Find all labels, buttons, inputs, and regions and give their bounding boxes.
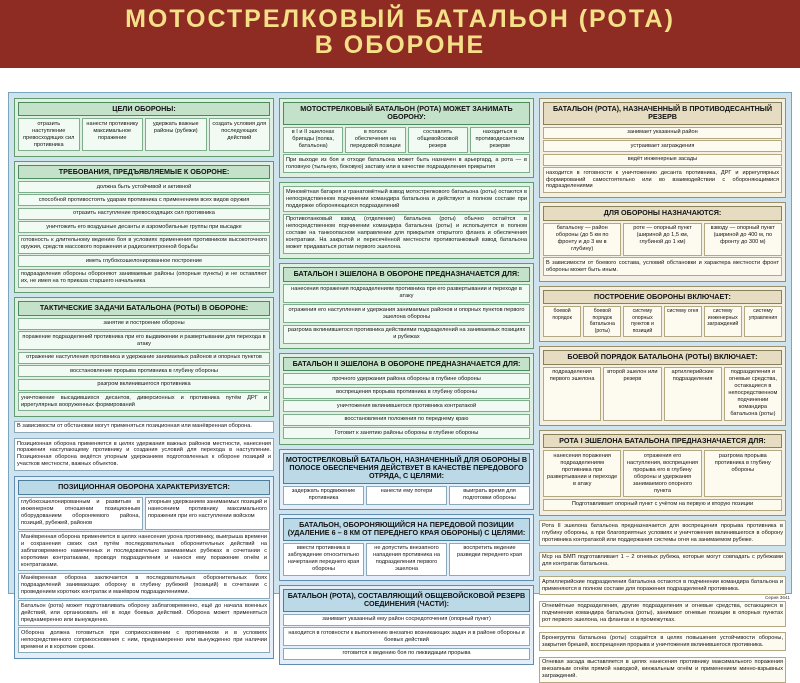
goal-item: удержать важные районы (рубежи) <box>145 118 207 151</box>
manouvre-note-1: Манёвренная оборона применяется в целях нанесения урона противнику, выигрыша времени и сохранения своих сил путём последовательных оборонительных действий на заблаговременно намеченных и последовательно занимаемых рубежах в сочетании с короткими контратаками, проводя подразделения и нанося ему поражение огнём и контратаками. <box>18 531 270 571</box>
flamethrower-note: Огнемётные подразделения, другие подразделения и огневые средства, остающиеся в подчинении командира батальона (роты), занимают огневые позиции в опорных пунктах рот первого эшелона, на флангах и в промежутках. <box>539 601 786 627</box>
occupy-item: находиться в противодесантном резерве <box>470 127 530 153</box>
allocation-note: В зависимости от боевого состава, условий обстановки и характера местности фронт обороны может быть иным. <box>543 257 782 276</box>
forward-position-item: не допустить внезапного нападения противника на подразделения первого эшелона <box>366 543 447 576</box>
panel-battle-order <box>539 346 786 426</box>
panel-header: ТАКТИЧЕСКИЕ ЗАДАЧИ БАТАЛЬОНА (РОТЫ) В ОБОРОНЕ: <box>18 301 270 315</box>
echelon2-item: воспрещения прорыва противника в глубину обороны <box>283 387 530 399</box>
panel-header: БАТАЛЬОН (РОТА), НАЗНАЧЕННЫЙ В ПРОТИВОДЕСАНТНЫЙ РЕЗЕРВ <box>543 102 782 125</box>
panel-rota-echelon-1 <box>539 430 786 516</box>
panel-header: БАТАЛЬОН (РОТА), СОСТАВЛЯЮЩИЙ ОБЩЕВОЙСКОВОЙ РЕЗЕРВ СОЕДИНЕНИЯ (ЧАСТИ): <box>283 589 530 612</box>
antilanding-item: занимает указанный район <box>543 127 782 139</box>
panel-header: МОТОСТРЕЛКОВЫЙ БАТАЛЬОН (РОТА) МОЖЕТ ЗАНИМАТЬ ОБОРОНУ: <box>283 102 530 125</box>
panel-echelon-1 <box>279 263 534 349</box>
smb-firing-line-note: Мср на БМП подготавливает 1 – 2 огневых рубежа, которые могут совпадать с рубежами для контратак батальона. <box>539 552 786 571</box>
panel-header: ПОСТРОЕНИЕ ОБОРОНЫ ВКЛЮЧАЕТ: <box>543 290 782 304</box>
panel-defense-allocations <box>539 202 786 281</box>
panel-tactical-tasks <box>14 297 274 416</box>
rota1-item: отражения его наступления, воспрещения прорыва его в глубину обороны и удержания занимаемого опорного пункта <box>623 450 701 497</box>
allocation-item: роте — опорный пункт (шириной до 1,5 км, глубиной до 1 км) <box>623 223 701 256</box>
artillery-note: Артиллерийские подразделения батальона остаются в подчинении командира батальона и применяются в полном составе для поражения подразделений противника. <box>539 576 786 595</box>
manouvre-note-2: Манёвренная оборона заключается в последовательных оборонительных боях подразделений занимающих оборону в глубину рубежей (позиций) в сочетании с проведением коротких контратак и манёвром подразделениями. <box>18 573 270 599</box>
echelon2-note: Готовит к занятию районы обороны в глубине обороны <box>283 427 530 439</box>
panel-header: МОТОСТРЕЛКОВЫЙ БАТАЛЬОН, НАЗНАЧЕННЫЙ ДЛЯ ОБОРОНЫ В ПОЛОСЕ ОБЕСПЕЧЕНИЯ ДЕЙСТВУЕТ В КАЧЕСТВЕ ПЕРЕДОВОГО ОТРЯДА, С ЦЕЛЯМИ: <box>283 453 530 484</box>
goal-item: отразить наступление превосходящих сил противника <box>18 118 80 151</box>
antitank-platoon-text: Противотанковый взвод (отделение) батальона (роты) обычно остаётся в непосредственном подчинении командира батальона (роты) и используется в полном составе на танкоопасном направлении для прикрытия открытого фланга и обеспечения контратаки. На закрытой и пересечённой местности противотанковый взвод батальона может придаваться ротам первого эшелона. <box>283 214 530 254</box>
structure-item: систему инженерных заграждений <box>704 306 742 337</box>
allocation-item: батальону — район обороны (до 5 км по фронту и до 3 км в глубину) <box>543 223 621 256</box>
echelon1-item: нанесения поражения подразделениям противника при его развертывании и переходе в атаку <box>283 284 530 303</box>
requirement-item: иметь глубокоэшелонированное построение <box>18 255 270 267</box>
positional-defense-note: Позиционная оборона применяется в целях удержания важных районов местности, нанесения поражения наступающему противнику и создания условий для перехода в наступление. Позиционная оборона ведётся упорным удержанием подготовленных к обороне позиций и участков местности, важных объектов. <box>14 438 274 471</box>
reserve-item: занимает указанный ему район сосредоточения (опорный пункт) <box>283 614 530 626</box>
panel-forward-position <box>279 514 534 581</box>
panel-mortar-battery <box>279 182 534 259</box>
antilanding-item: устраивает заграждения <box>543 140 782 152</box>
goal-item: создать условия для последующих действий <box>209 118 271 151</box>
armored-group-note: Бронегруппа батальона (роты) создаётся в целях повышения устойчивости обороны, закрытия брешей, воспрещения прорыва и уничтожения вклинившегося противника. <box>539 632 786 651</box>
echelon2-item: восстановления положения по переднему краю <box>283 414 530 426</box>
panel-header: БАТАЛЬОН II ЭШЕЛОНА В ОБОРОНЕ ПРЕДНАЗНАЧАЕТСЯ ДЛЯ: <box>283 357 530 371</box>
goals-row <box>18 118 270 151</box>
column-middle <box>279 98 534 657</box>
structure-item: систему управления <box>744 306 782 337</box>
echelon2-item: прочного удержания района обороны в глубине обороны <box>283 373 530 385</box>
battle-order-item: подразделения и огневые средства, остающиеся в непосредственном подчинении командира батальона (роты) <box>724 367 782 421</box>
rota1-item: разгрома прорыва противника в глубину обороны <box>704 450 782 497</box>
occupy-item: составлять общевойсковой резерв <box>408 127 468 153</box>
tactical-item: поражение подразделений противника при его выдвижении и развертывании для перехода в атаку <box>18 331 270 350</box>
echelon1-item: разгрома вклинившегося противника действиями подразделений на занимаемых позициях и рубежах <box>283 325 530 344</box>
requirement-item: способной противостоять ударам противника с применением всех видов оружия <box>18 194 270 206</box>
panel-positional-defense <box>14 476 274 659</box>
rota2-note: Рота II эшелона батальона предназначается для воспрещения прорыва противника в глубину обороны, а при благоприятных условиях и уничтожения вклинившегося в оборону противника контратакой или поддержания системы огня на занимаемом рубеже. <box>539 520 786 546</box>
battle-order-item: подразделения первого эшелона <box>543 367 601 421</box>
occupy-item: в I и II эшелонах бригады (полка, батальона) <box>283 127 343 153</box>
rota1-note: Подготавливает опорный пункт с учётом на первую и вторую позиции <box>543 499 782 511</box>
rota1-row <box>543 450 782 497</box>
panel-antilanding-reserve <box>539 98 786 198</box>
goal-item: нанести противнику максимальное поражение <box>82 118 144 151</box>
requirement-item: подразделения обороны обороняют занимаемые районы (опорные пункты) и не оставляют их, не имея на то приказа старшего начальника <box>18 269 270 288</box>
occupy-row <box>283 127 530 153</box>
requirement-item: должна быть устойчивой и активной <box>18 181 270 193</box>
structure-item: боевой порядок батальона (роты) <box>583 306 621 337</box>
battalion-preparation-note: Батальон (рота) может подготавливать оборону заблаговременно, ещё до начала военных действий, или организовать её в ходе боевых действий. Оборона может применяться преднамеренно или вынужденно. <box>18 600 270 626</box>
panel-echelon-2 <box>279 353 534 445</box>
battle-order-item: второй эшелон или резерв <box>603 367 661 421</box>
defense-type-note: В зависимости от обстановки могут применяться позиционная или манёвренная оборона. <box>14 421 274 433</box>
panel-header: ЦЕЛИ ОБОРОНЫ: <box>18 102 270 116</box>
forward-position-item: ввести противника в заблуждение относительно начертания переднего края обороны <box>283 543 364 576</box>
panel-header: ПОЗИЦИОННАЯ ОБОРОНА ХАРАКТЕРИЗУЕТСЯ: <box>18 480 270 494</box>
title-line-1: МОТОСТРЕЛКОВЫЙ БАТАЛЬОН (РОТА) <box>125 5 675 33</box>
reserve-item: готовится к ведению боя по ликвидации прорыва <box>283 648 530 660</box>
requirement-item: отразить наступление превосходящих сил противника <box>18 208 270 220</box>
panel-header: БАТАЛЬОН I ЭШЕЛОНА В ОБОРОНЕ ПРЕДНАЗНАЧАЕТСЯ ДЛЯ: <box>283 267 530 281</box>
panel-occupy-defense <box>279 98 534 178</box>
poster-title <box>0 0 800 68</box>
fire-ambush-note: Огневая засада выставляется в целях нанесения противнику максимального поражения внезапным огнём прямой наводкой, кинжальным огнём и применением минно-взрывных заграждений. <box>539 657 786 683</box>
requirement-item: готовность к длительному ведению боя в условиях применения противником высокоточного оружия, средств массового поражения и радиоэлектронной борьбы <box>18 235 270 254</box>
echelon1-item: отражения его наступления и удержания занимаемых районов и опорных пунктов первого эшелона обороны <box>283 304 530 323</box>
positional-row <box>18 497 270 530</box>
tactical-item: уничтожение высадившихся десантов, диверсионных и противника путём ДРГ и иррегулярных вооруженных формирований <box>18 392 270 411</box>
tactical-item: отражение наступления противника и удержание занимаемых районов и опорных пунктов <box>18 352 270 364</box>
tactical-item: восстановление прорыва противника в глубину обороны <box>18 365 270 377</box>
positional-right: упорным удержанием занимаемых позиций и нанесением противнику максимального поражения при его наступлении войском <box>145 497 270 530</box>
forward-item: задержать продвижение противника <box>283 486 364 505</box>
structure-row <box>543 306 782 337</box>
tactical-item: разгром вклинившегося противника <box>18 379 270 391</box>
poster-credit: Серия 3641 <box>765 595 790 600</box>
allocation-row <box>543 223 782 256</box>
panel-forward-detachment <box>279 449 534 510</box>
reserve-item: находится в готовности к выполнению внезапно возникающих задач и в районе обороны и боевых действий <box>283 627 530 646</box>
structure-item: систему опорных пунктов и позиций <box>623 306 661 337</box>
occupy-note: При выходе из боя и отходе батальона может быть назначен в арьергард, а рота — в головную (тыльную, боковую) заставу или в качестве подразделения прикрытия <box>283 154 530 173</box>
allocation-item: взводу — опорный пункт (шириной до 400 м, по фронту до 300 м) <box>704 223 782 256</box>
forward-position-row <box>283 543 530 576</box>
defense-readiness-note: Оборона должна готовиться при соприкосновении с противником и в условиях непосредственного соприкосновения с ним, преднамеренно или вынужденно при наличии времени и в короткие сроки. <box>18 627 270 653</box>
forward-row <box>283 486 530 505</box>
title-line-2: В ОБОРОНЕ <box>314 31 486 60</box>
positional-left: глубокоэшелонированным и развитым в инженерном отношении позиционным оборудованием обороняемого района, позиций, рубежей, районов <box>18 497 143 530</box>
antilanding-note: находится в готовности к уничтожению десанта противника, ДРГ и иррегулярных формирований самостоятельно или во взаимодействии с обороняющимися подразделениями <box>543 167 782 193</box>
forward-item: выиграть время для подготовки обороны <box>449 486 530 505</box>
panel-defense-goals <box>14 98 274 157</box>
mortar-header-text: Миномётная батарея и гранатомётный взвод мотострелкового батальона (роты) остаются в непосредственном подчинении командира батальона и действуют в полном составе при поддержке обороняющихся подразделений <box>283 186 530 212</box>
panel-general-reserve <box>279 585 534 665</box>
panel-header: РОТА I ЭШЕЛОНА БАТАЛЬОНА ПРЕДНАЗНАЧАЕТСЯ ДЛЯ: <box>543 434 782 448</box>
structure-item: систему огня <box>664 306 702 337</box>
battle-order-item: артиллерийские подразделения <box>664 367 722 421</box>
forward-item: нанести ему потери <box>366 486 447 505</box>
requirement-item: уничтожить его воздушные десанты и аэромобильные группы при высадке <box>18 221 270 233</box>
antilanding-item: ведёт инженерные засады <box>543 154 782 166</box>
panel-header: БАТАЛЬОН, ОБОРОНЯЮЩИЙСЯ НА ПЕРЕДОВОЙ ПОЗИЦИИ (УДАЛЕНИЕ 6 – 8 КМ ОТ ПЕРЕДНЕГО КРАЯ ОБОРОНЫ) С ЦЕЛЯМИ: <box>283 518 530 541</box>
panel-defense-structure <box>539 286 786 343</box>
rota1-item: нанесения поражения подразделениям противника при развертывании и переходе в атаку <box>543 450 621 497</box>
structure-item: боевой порядок <box>543 306 581 337</box>
column-left <box>14 98 274 650</box>
occupy-item: в полосе обеспечения на передовой позиции <box>345 127 405 153</box>
tactical-item: занятие и построение обороны <box>18 318 270 330</box>
panel-header: ТРЕБОВАНИЯ, ПРЕДЪЯВЛЯЕМЫЕ К ОБОРОНЕ: <box>18 165 270 179</box>
panel-header: ДЛЯ ОБОРОНЫ НАЗНАЧАЮТСЯ: <box>543 206 782 220</box>
battle-order-row <box>543 367 782 421</box>
panel-header: БОЕВОЙ ПОРЯДОК БАТАЛЬОНА (РОТЫ) ВКЛЮЧАЕТ: <box>543 350 782 364</box>
forward-position-item: воспретить ведение разведки переднего края <box>449 543 530 576</box>
echelon2-item: уничтожения вклинившегося противника контратакой <box>283 400 530 412</box>
panel-defense-requirements <box>14 161 274 294</box>
